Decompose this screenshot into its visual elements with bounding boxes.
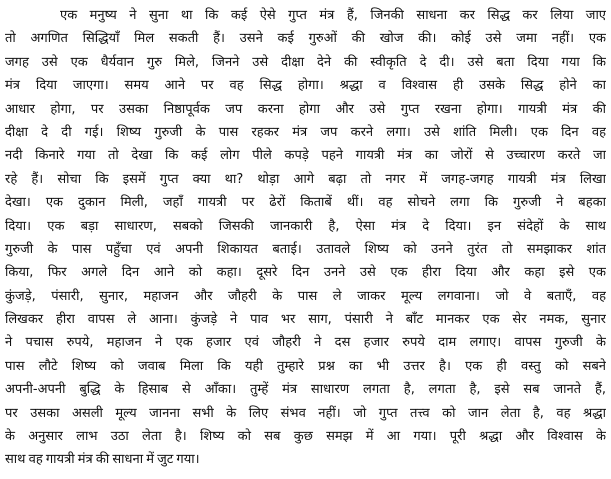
paragraph-line: लिखकर हीरा वापस ले आना। कुंजड़े ने पाव भर साग, पंसारी ने बाँट मानकर एक सेर नमक, सुनार (5, 312, 606, 328)
paragraph-line: तो अगणित सिद्धियाँ मिल सकती हैं। उसने कई गुरुओं की खोज की। कोई उसे जमा नहीं। एक (5, 31, 606, 47)
paragraph-line: नदी किनारे गया तो देखा कि कई लोग पीले कपड़े पहने गायत्री मंत्र का जोरों से उच्चारण करते जा (5, 148, 606, 164)
paragraph-line: दिया। एक बड़ा साधारण, सबको जिसकी जानकारी है, ऐसा मंत्र दे दिया। इन संदेहों के साथ (5, 218, 606, 234)
paragraph-line: पास लौटे शिष्य को जवाब मिला कि यही तुम्हारे प्रश्न का भी उत्तर है। एक ही वस्तु को सबने (5, 358, 606, 374)
paragraph-line: के अनुसार लाभ उठा लेता है। शिष्य को सब कुछ समझ में आ गया। पूरी श्रद्धा और विश्वास के (5, 429, 606, 445)
paragraph-line: गुरुजी के पास पहुँचा एवं अपनी शिकायत बताई। उतावले शिष्य को उनने तुरंत तो समझाकर शांत (5, 241, 606, 257)
paragraph-line: मंत्र दिया जाएगा। समय आने पर वह सिद्ध होगा। श्रद्धा व विश्वास ही उसके सिद्ध होने का (5, 78, 606, 94)
paragraph-line: रहे हैं। सोचा कि इसमें गुप्त क्या था? थोड़ा आगे बढ़ा तो नगर में जगह-जगह गायत्री मंत्र लिखा (5, 171, 606, 187)
paragraph-line: एक मनुष्य ने सुना था कि कई ऐसे गुप्त मंत्र हैं, जिनकी साधना कर सिद्ध कर लिया जाए (60, 8, 606, 23)
paragraph-line: दीक्षा दे दी गई। शिष्य गुरुजी के पास रहकर मंत्र जप करने लगा। उसे शांति मिली। एक दिन वह (5, 124, 606, 140)
paragraph-line: साथ वह गायत्री मंत्र की साधना में जुट गया। (5, 452, 200, 468)
paragraph-line: किया, फिर अगले दिन आने को कहा। दूसरे दिन उनने उसे एक हीरा दिया और कहा इसे एक (5, 265, 606, 281)
paragraph-line: ने पचास रुपये, महाजन ने एक हजार एवं जौहरी ने दस हजार रुपये दाम लगाए। वापस गुरुजी के (5, 335, 606, 351)
paragraph-line: देखा। एक दुकान मिली, जहाँ गायत्री पर ढेरों किताबें थीं। वह सोचने लगा कि गुरुजी ने बहका (5, 195, 606, 211)
paragraph-line: पर उसका असली मूल्य जानना सभी के लिए संभव नहीं। जो गुप्त तत्त्व को जान लेता है, वह श्रद्धा (5, 405, 606, 421)
paragraph-line: कुंजड़े, पंसारी, सुनार, महाजन और जौहरी के पास ले जाकर मूल्य लगवाना। जो वे बताएँ, वह (5, 288, 606, 304)
paragraph-line: आधार होगा, पर उसका निष्ठापूर्वक जप करना होगा और उसे गुप्त रखना होगा। गायत्री मंत्र की (5, 101, 606, 117)
paragraph-line: अपनी-अपनी बुद्धि के हिसाब से आँका। तुम्हें मंत्र साधारण लगता है, लगता है, इसे सब जानते हैं, (5, 382, 606, 398)
story-paragraph (5, 4, 606, 472)
paragraph-line: जगह उसे एक धैर्यवान गुरु मिले, जिनने उसे दीक्षा देने की स्वीकृति दे दी। उसे बता दिया गया कि (5, 54, 606, 70)
